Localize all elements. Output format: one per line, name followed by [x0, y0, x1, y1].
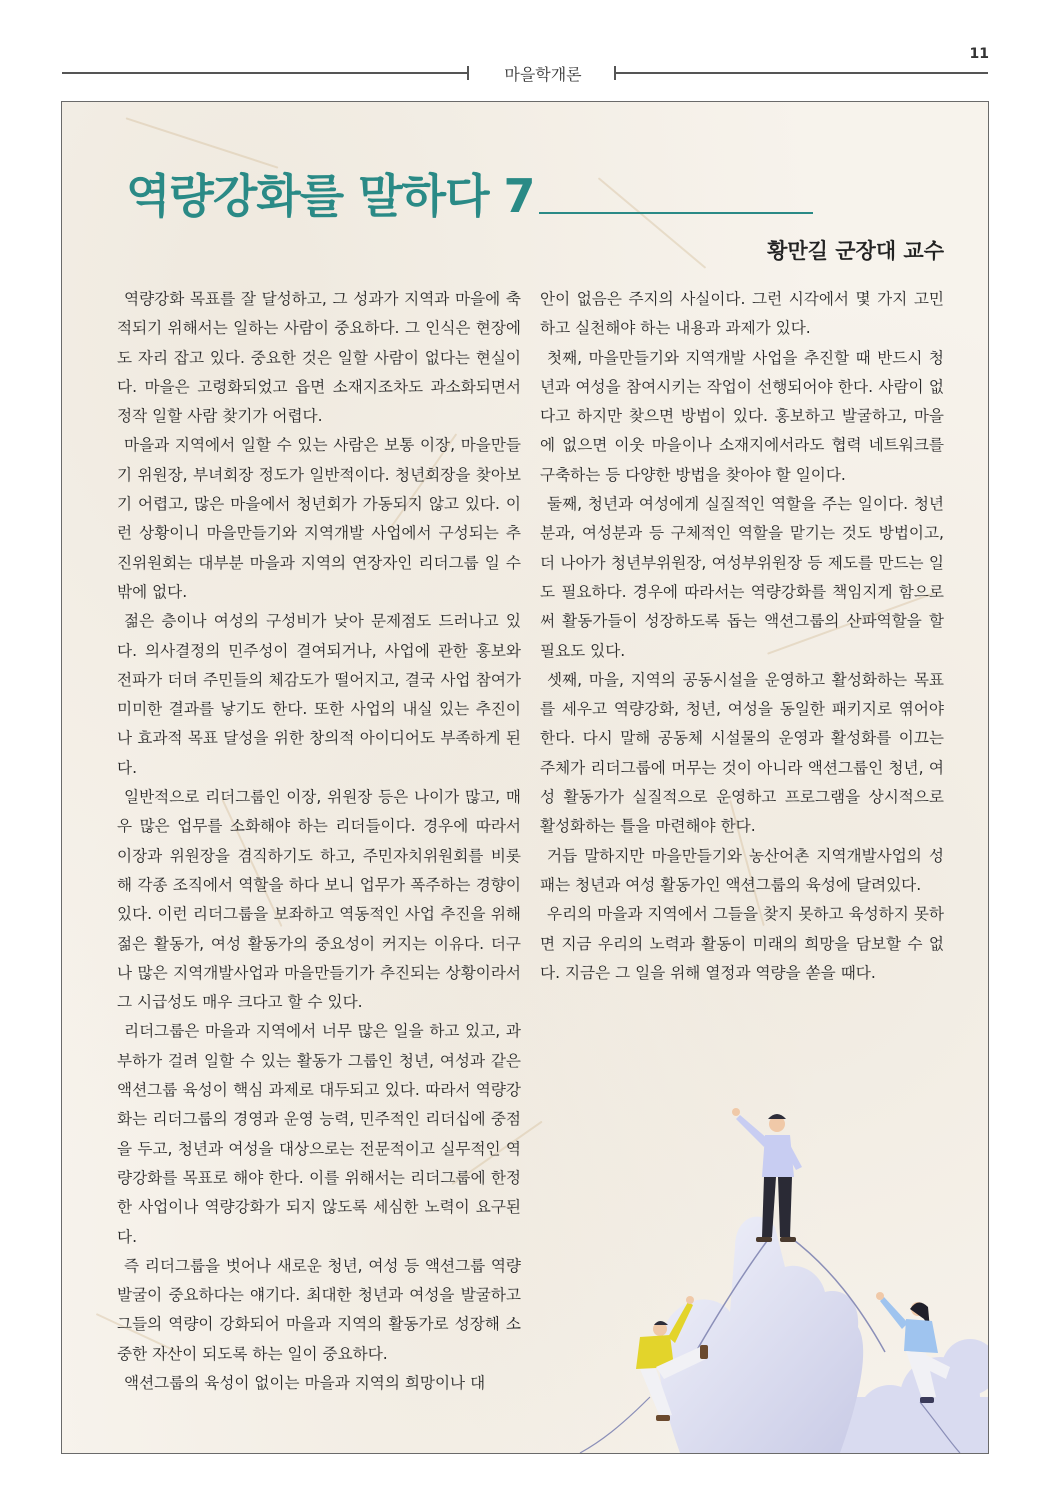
right-column: [540, 285, 944, 988]
paragraph: 일반적으로 리더그룹인 이장, 위원장 등은 나이가 많고, 매우 많은 업무를 소화해야 하는 리더들이다. 경우에 따라서 이장과 위원장을 겸직하기도 하고, 주민자치위원회를 비롯해 각종 조직에서 역할을 하다 보니 업무가 폭주하는 경향이 있다. 이런 리더그룹을 보좌하고 역동적인 사업 추진을 위해 젊은 활동가, 여성 활동가의 중요성이 커지는 이유다. 더구나 많은 지역개발사업과 마을만들기가 추진되는 상황이라서 그 시급성도 매우 크다고 할 수 있다.: [117, 788, 521, 1012]
paragraph: 둘째, 청년과 여성에게 실질적인 역할을 주는 일이다. 청년분과, 여성분과 등 구체적인 역할을 맡기는 것도 방법이고, 더 나아가 청년부위원장, 여성부위원장 등 제도를 만드는 일도 필요하다. 경우에 따라서는 역량강화를 책임지게 함으로써 활동가들이 성장하도록 돕는 액션그룹의 산파역할을 할 필요도 있다.: [540, 495, 944, 660]
hand-shape: [659, 1217, 863, 1453]
header-rule-left: [62, 72, 467, 74]
page-number: 11: [969, 46, 989, 62]
paragraph: 첫째, 마을만들기와 지역개발 사업을 추진할 때 반드시 청년과 여성을 참여시키는 작업이 선행되어야 한다. 사람이 없다고 하지만 찾으면 방법이 있다. 홍보하고 발굴하고, 마을에 없으면 이웃 마을이나 소재지에서라도 협력 네트워크를 구축하는 등 다양한 방법을 찾아야 할 일이다.: [540, 348, 944, 484]
paragraph: 거듭 말하지만 마을만들기와 농산어촌 지역개발사업의 성패는 청년과 여성 활동가인 액션그룹의 육성에 달려있다.: [540, 846, 944, 894]
paragraph: 셋째, 마을, 지역의 공동시설을 운영하고 활성화하는 목표를 세우고 역량강화, 청년, 여성을 동일한 패키지로 엮어야 한다. 다시 말해 공동체 시설물의 운영과 활성화를 이끄는 주체가 리더그룹에 머무는 것이 아니라 액션그룹인 청년, 여성 활동가가 실질적으로 운영하고 프로그램을 상시적으로 활성화하는 틀을 마련해야 한다.: [540, 670, 944, 836]
rope: [580, 1397, 650, 1453]
header-rule-right: [616, 72, 988, 74]
header-tick-left: [467, 66, 469, 80]
paragraph: 즉 리더그룹을 벗어나 새로운 청년, 여성 등 액션그룹 역량 발굴이 중요하다는 얘기다. 최대한 청년과 여성을 발굴하고 그들의 역량이 강화되어 마을과 지역의 활동가로 성장해 소중한 자산이 되도록 하는 일이 중요하다.: [117, 1256, 521, 1363]
paragraph: 역량강화 목표를 잘 달성하고, 그 성과가 지역과 마을에 축적되기 위해서는 일하는 사람이 중요하다. 그 인식은 현장에도 자리 잡고 있다. 중요한 것은 일할 사람이 없다는 현실이다. 마을은 고령화되었고 읍면 소재지조차도 과소화되면서 정작 일할 사람 찾기가 어렵다.: [117, 290, 521, 426]
paragraph: 젊은 층이나 여성의 구성비가 낮아 문제점도 드러나고 있다. 의사결정의 민주성이 결여되거나, 사업에 관한 홍보와 전파가 더뎌 주민들의 체감도가 떨어지고, 결국 사업 참여가 미미한 결과를 낳기도 한다. 또한 사업의 내실 있는 추진이나 효과적 목표 달성을 위한 창의적 아이디어도 부족하게 된다.: [117, 612, 521, 777]
paragraph: 액션그룹의 육성이 없이는 마을과 지역의 희망이나 대: [124, 1373, 486, 1392]
article-title: 역량강화를 말하다 7: [126, 169, 535, 223]
paper-fiber: [598, 177, 707, 269]
title-underline: [539, 212, 813, 214]
paragraph: 우리의 마을과 지역에서 그들을 찾지 못하고 육성하지 못하면 지금 우리의 노력과 활동이 미래의 희망을 담보할 수 없다. 지금은 그 일을 위해 열정과 역량을 쏟을 때다.: [540, 905, 944, 982]
article-frame: [61, 101, 989, 1454]
paragraph: 안이 없음은 주지의 사실이다. 그런 시각에서 몇 가지 고민하고 실천해야 하는 내용과 과제가 있다.: [540, 290, 944, 338]
leader-figure: [732, 1108, 802, 1242]
paragraph: 마을과 지역에서 일할 수 있는 사람은 보통 이장, 마을만들기 위원장, 부녀회장 정도가 일반적이다. 청년회장을 찾아보기 어렵고, 많은 마을에서 청년회가 가동되지 않고 있다. 이런 상황이니 마을만들기와 지역개발 사업에서 구성되는 추진위원회는 대부분 마을과 지역의 연장자인 리더그룹 일 수밖에 없다.: [117, 436, 521, 601]
section-title: 마을학개론: [504, 65, 582, 84]
teamwork-illustration: [540, 1097, 988, 1453]
article-author: 황만길 군장대 교수: [767, 239, 944, 263]
left-column: [117, 285, 521, 1398]
paragraph: 리더그룹은 마을과 지역에서 너무 많은 일을 하고 있고, 과부하가 걸려 일할 수 있는 활동가 그룹인 청년, 여성과 같은 액션그룹 육성이 핵심 과제로 대두되고 있다. 따라서 역량강화는 리더그룹의 경영과 운영 능력, 민주적인 리더십에 중점을 두고, 청년과 여성을 대상으로는 전문적이고 실무적인 역량강화를 목표로 해야 한다. 이를 위해서는 리더그룹에 한정한 사업이나 역량강화가 되지 않도록 세심한 노력이 요구된다.: [117, 1022, 521, 1246]
